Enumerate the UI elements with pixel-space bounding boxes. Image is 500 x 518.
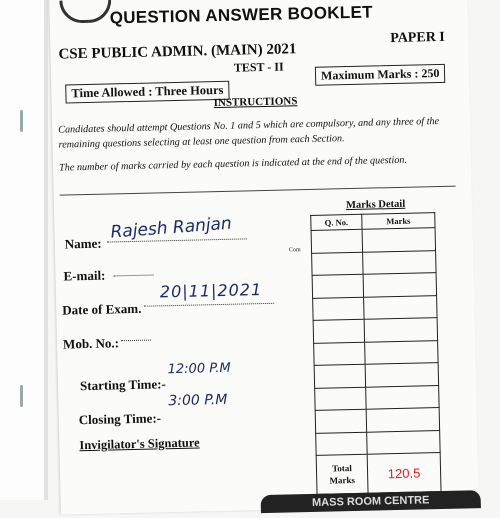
mobile-line xyxy=(121,340,151,342)
invigilator-signature-label: Invigilator's Signature xyxy=(79,435,200,453)
table-row xyxy=(312,273,436,298)
paper-number: PAPER I xyxy=(390,29,445,47)
column-header-marks: Marks xyxy=(362,213,435,230)
date-line xyxy=(144,303,274,307)
total-row xyxy=(316,453,441,495)
email-label: E-mail: xyxy=(63,267,106,284)
instruction-text: The number of marks carried by each question is indicated at the end of the question. xyxy=(58,154,408,174)
closing-time-value: 3:00 P.M xyxy=(168,391,228,410)
table-row xyxy=(311,228,435,253)
marks-detail-heading: Marks Detail xyxy=(345,198,406,212)
divider xyxy=(60,186,456,196)
exam-title: CSE PUBLIC ADMIN. (MAIN) 2021 xyxy=(58,41,297,63)
instructions-heading: INSTRUCTIONS xyxy=(213,95,298,110)
mobile-label: Mob. No.: xyxy=(62,335,120,352)
name-value: Rajesh Ranjan xyxy=(109,213,233,243)
starting-time-value: 12:00 P.M xyxy=(167,360,231,378)
starting-time-label: Starting Time:- xyxy=(79,376,167,394)
total-marks-cell xyxy=(367,453,441,494)
table-row xyxy=(312,250,436,275)
booklet-cover xyxy=(49,0,479,515)
date-value: 20|11|2021 xyxy=(159,280,263,302)
marks-table xyxy=(310,212,441,495)
instruction-text: Candidates should attempt Questions No. 1 and 5 which are compulsory, and any three of the remaining questions selecting at least one question from each Section. xyxy=(58,115,440,151)
table-row xyxy=(313,295,437,320)
table-row xyxy=(313,318,437,343)
table-row xyxy=(316,430,440,455)
logo-icon xyxy=(59,0,112,24)
left-binding xyxy=(0,0,48,500)
total-marks-value: 120.5 xyxy=(387,465,421,481)
table-row xyxy=(314,363,438,388)
binding-edge xyxy=(44,0,48,500)
staple-icon xyxy=(20,385,23,407)
time-allowed-box: Time Allowed : Three Hours xyxy=(65,81,229,104)
table-row xyxy=(315,385,439,410)
maximum-marks-box: Maximum Marks : 250 xyxy=(315,64,446,86)
column-header-qno: Q. No. xyxy=(311,214,362,230)
table-row xyxy=(314,340,438,365)
test-number: TEST - II xyxy=(233,59,284,75)
name-label: Name: xyxy=(64,235,102,252)
email-line xyxy=(114,275,154,277)
staple-icon xyxy=(20,110,23,132)
booklet-title: QUESTION ANSWER BOOKLET xyxy=(109,2,374,28)
footer-banner: MASS ROOM CENTRE xyxy=(261,490,481,513)
date-label: Date of Exam. xyxy=(62,300,142,318)
table-row xyxy=(315,408,439,433)
total-marks-label: Total Marks xyxy=(316,454,368,494)
margin-note: Com xyxy=(288,247,301,254)
closing-time-label: Closing Time:- xyxy=(78,410,162,428)
